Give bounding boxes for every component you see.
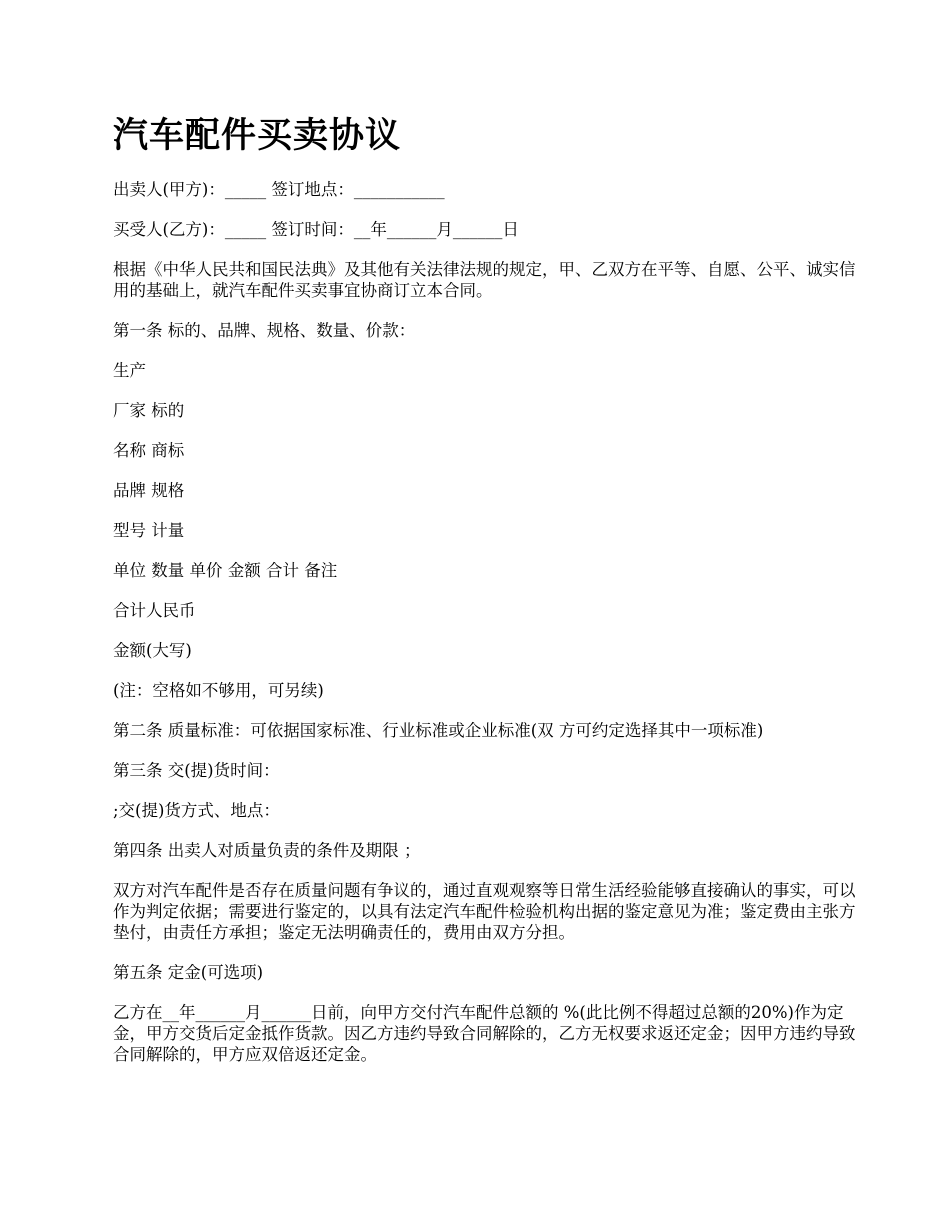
total-line: 合计人民币 xyxy=(113,601,196,620)
amount-line: 金额(大写) xyxy=(113,641,192,660)
table-header-line: 生产 xyxy=(113,361,146,380)
article-1-heading: 第一条 标的、品牌、规格、数量、价款： xyxy=(113,321,416,340)
quality-dispute-paragraph: 双方对汽车配件是否存在质量问题有争议的，通过直观观察等日常生活经验能够直接确认的事实，可以作为判定依据；需要进行鉴定的，以具有法定汽车配件检验机构出据的鉴定意见为准；鉴定费由主张方垫付，由责任方承担；鉴定无法明确责任的，费用由双方分担。 xyxy=(113,881,856,942)
table-header-line: 型号 计量 xyxy=(113,521,185,540)
deposit-paragraph: 乙方在__年______月______日前，向甲方交付汽车配件总额的 %(此比例不得超过总额的20%)作为定金，甲方交货后定金抵作货款。因乙方违约导致合同解除的，乙方无权要求返还定金；因甲方违约导致合同解除的，甲方应双倍返还定金。 xyxy=(113,1003,856,1064)
note-line: (注：空格如不够用，可另续) xyxy=(113,681,324,700)
table-header-line: 名称 商标 xyxy=(113,441,185,460)
table-header-line: 厂家 标的 xyxy=(113,401,185,420)
table-header-line: 品牌 规格 xyxy=(113,481,185,500)
article-2-paragraph: 第二条 质量标准：可依据国家标准、行业标准或企业标准(双 方可约定选择其中一项标准) xyxy=(113,721,764,740)
document-page xyxy=(113,112,858,1084)
delivery-method-line: ;交(提)货方式、地点： xyxy=(113,801,280,820)
article-3-heading: 第三条 交(提)货时间： xyxy=(113,761,280,780)
document-title: 汽车配件买卖协议 xyxy=(113,116,402,156)
seller-line: 出卖人(甲方)：_____ 签订地点：___________ xyxy=(113,180,445,199)
preamble-paragraph: 根据《中华人民共和国民法典》及其他有关法律法规的规定，甲、乙双方在平等、自愿、公平、诚实信用的基础上，就汽车配件买卖事宜协商订立本合同。 xyxy=(113,260,856,300)
buyer-line: 买受人(乙方)：_____ 签订时间：__年______月______日 xyxy=(113,220,519,239)
article-4-heading: 第四条 出卖人对质量负责的条件及期限 ； xyxy=(113,841,421,860)
article-5-heading: 第五条 定金(可选项) xyxy=(113,963,264,982)
table-header-line: 单位 数量 单价 金额 合计 备注 xyxy=(113,561,338,580)
